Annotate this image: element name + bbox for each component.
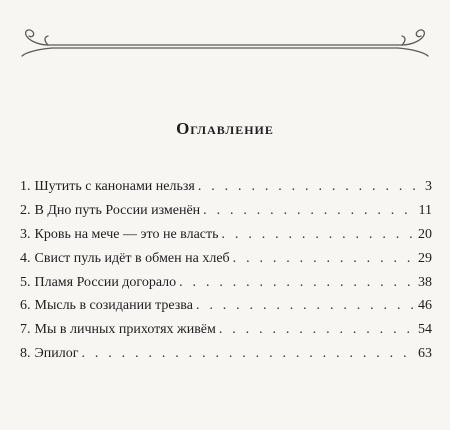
toc-entry-title: Свист пуль идёт в обмен на хлеб [34, 250, 230, 266]
toc-entry-page: 46 [418, 298, 432, 314]
toc-entry[interactable] [20, 226, 432, 250]
dot-leader [81, 345, 415, 363]
dot-leader [196, 297, 415, 315]
toc-entry-page: 11 [418, 202, 432, 218]
dot-leader [222, 226, 415, 244]
toc-entry-page: 29 [418, 250, 432, 266]
toc-entry-title: Шутить с канонами нельзя [34, 179, 195, 194]
toc-entry-number: 4. [20, 250, 31, 266]
toc-entry-number: 6. [20, 298, 31, 314]
toc-entry[interactable] [20, 297, 432, 321]
toc-entry-title: Пламя России догорало [34, 274, 177, 290]
toc-entry[interactable] [20, 250, 432, 274]
toc-entry[interactable] [20, 345, 432, 369]
toc-entry-title: Кровь на мече — это не власть [34, 226, 219, 242]
dot-leader [233, 250, 415, 268]
toc-entry[interactable] [20, 274, 432, 298]
toc-entry-number: 7. [20, 322, 31, 338]
toc-list [20, 178, 432, 369]
toc-entry-title: В Дно путь России изменён [34, 202, 201, 218]
decorative-flourish-icon [18, 28, 432, 58]
dot-leader [219, 321, 415, 339]
dot-leader [203, 202, 415, 220]
dot-leader [198, 178, 419, 196]
toc-entry-number: 1. [20, 179, 31, 194]
toc-entry-number: 8. [20, 346, 31, 362]
toc-entry[interactable] [20, 321, 432, 345]
toc-entry-title: Эпилог [34, 346, 79, 362]
dot-leader [179, 274, 415, 292]
toc-entry-page: 3 [425, 179, 432, 194]
toc-entry-number: 2. [20, 202, 31, 218]
toc-entry[interactable] [20, 178, 432, 202]
toc-entry-number: 5. [20, 274, 31, 290]
toc-entry-page: 54 [418, 322, 432, 338]
toc-entry-title: Мы в личных прихотях живём [34, 322, 216, 338]
toc-entry-title: Мысль в созидании трезва [34, 298, 193, 314]
toc-entry-page: 38 [418, 274, 432, 290]
toc-heading: Оглавление [176, 119, 274, 138]
toc-entry-page: 63 [418, 346, 432, 362]
toc-entry-page: 20 [418, 226, 432, 242]
toc-entry[interactable] [20, 202, 432, 226]
toc-entry-number: 3. [20, 226, 31, 242]
